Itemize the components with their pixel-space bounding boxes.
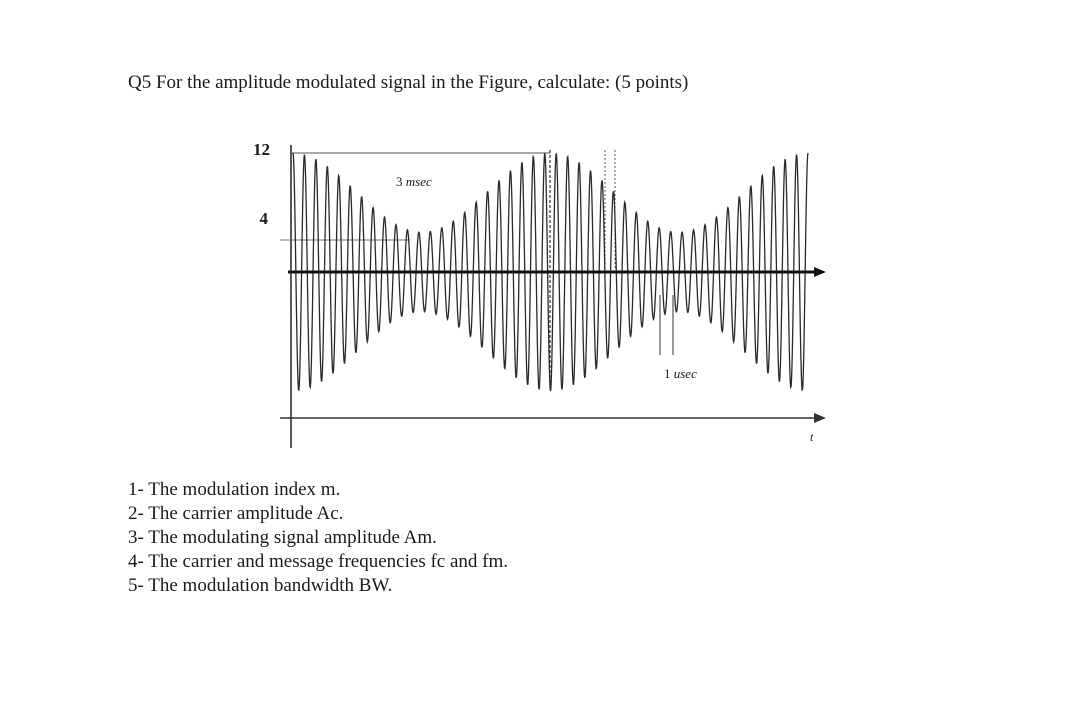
time-axis-arrow bbox=[814, 413, 826, 423]
carrier-annotation-number: 1 bbox=[664, 366, 671, 381]
period-annotation-unit: msec bbox=[405, 174, 432, 189]
list-item: 2- The carrier amplitude Ac. bbox=[128, 503, 344, 524]
carrier-annotation bbox=[664, 366, 697, 382]
question-title: Q5 For the amplitude modulated signal in the Figure, calculate: (5 points) bbox=[128, 72, 689, 93]
list-item: 3- The modulating signal amplitude Am. bbox=[128, 527, 437, 548]
list-item: 1- The modulation index m. bbox=[128, 479, 341, 500]
period-annotation bbox=[396, 174, 432, 190]
y-label-min: 4 bbox=[259, 209, 268, 228]
center-axis-arrow bbox=[814, 267, 826, 277]
time-axis-label: t bbox=[810, 430, 814, 444]
question-list bbox=[128, 478, 508, 598]
list-item: 5- The modulation bandwidth BW. bbox=[128, 575, 393, 596]
carrier-annotation-unit: usec bbox=[673, 366, 697, 381]
list-item: 4- The carrier and message frequencies fc and fm. bbox=[128, 551, 509, 572]
period-annotation-number: 3 bbox=[396, 174, 403, 189]
y-label-max: 12 bbox=[253, 140, 270, 159]
